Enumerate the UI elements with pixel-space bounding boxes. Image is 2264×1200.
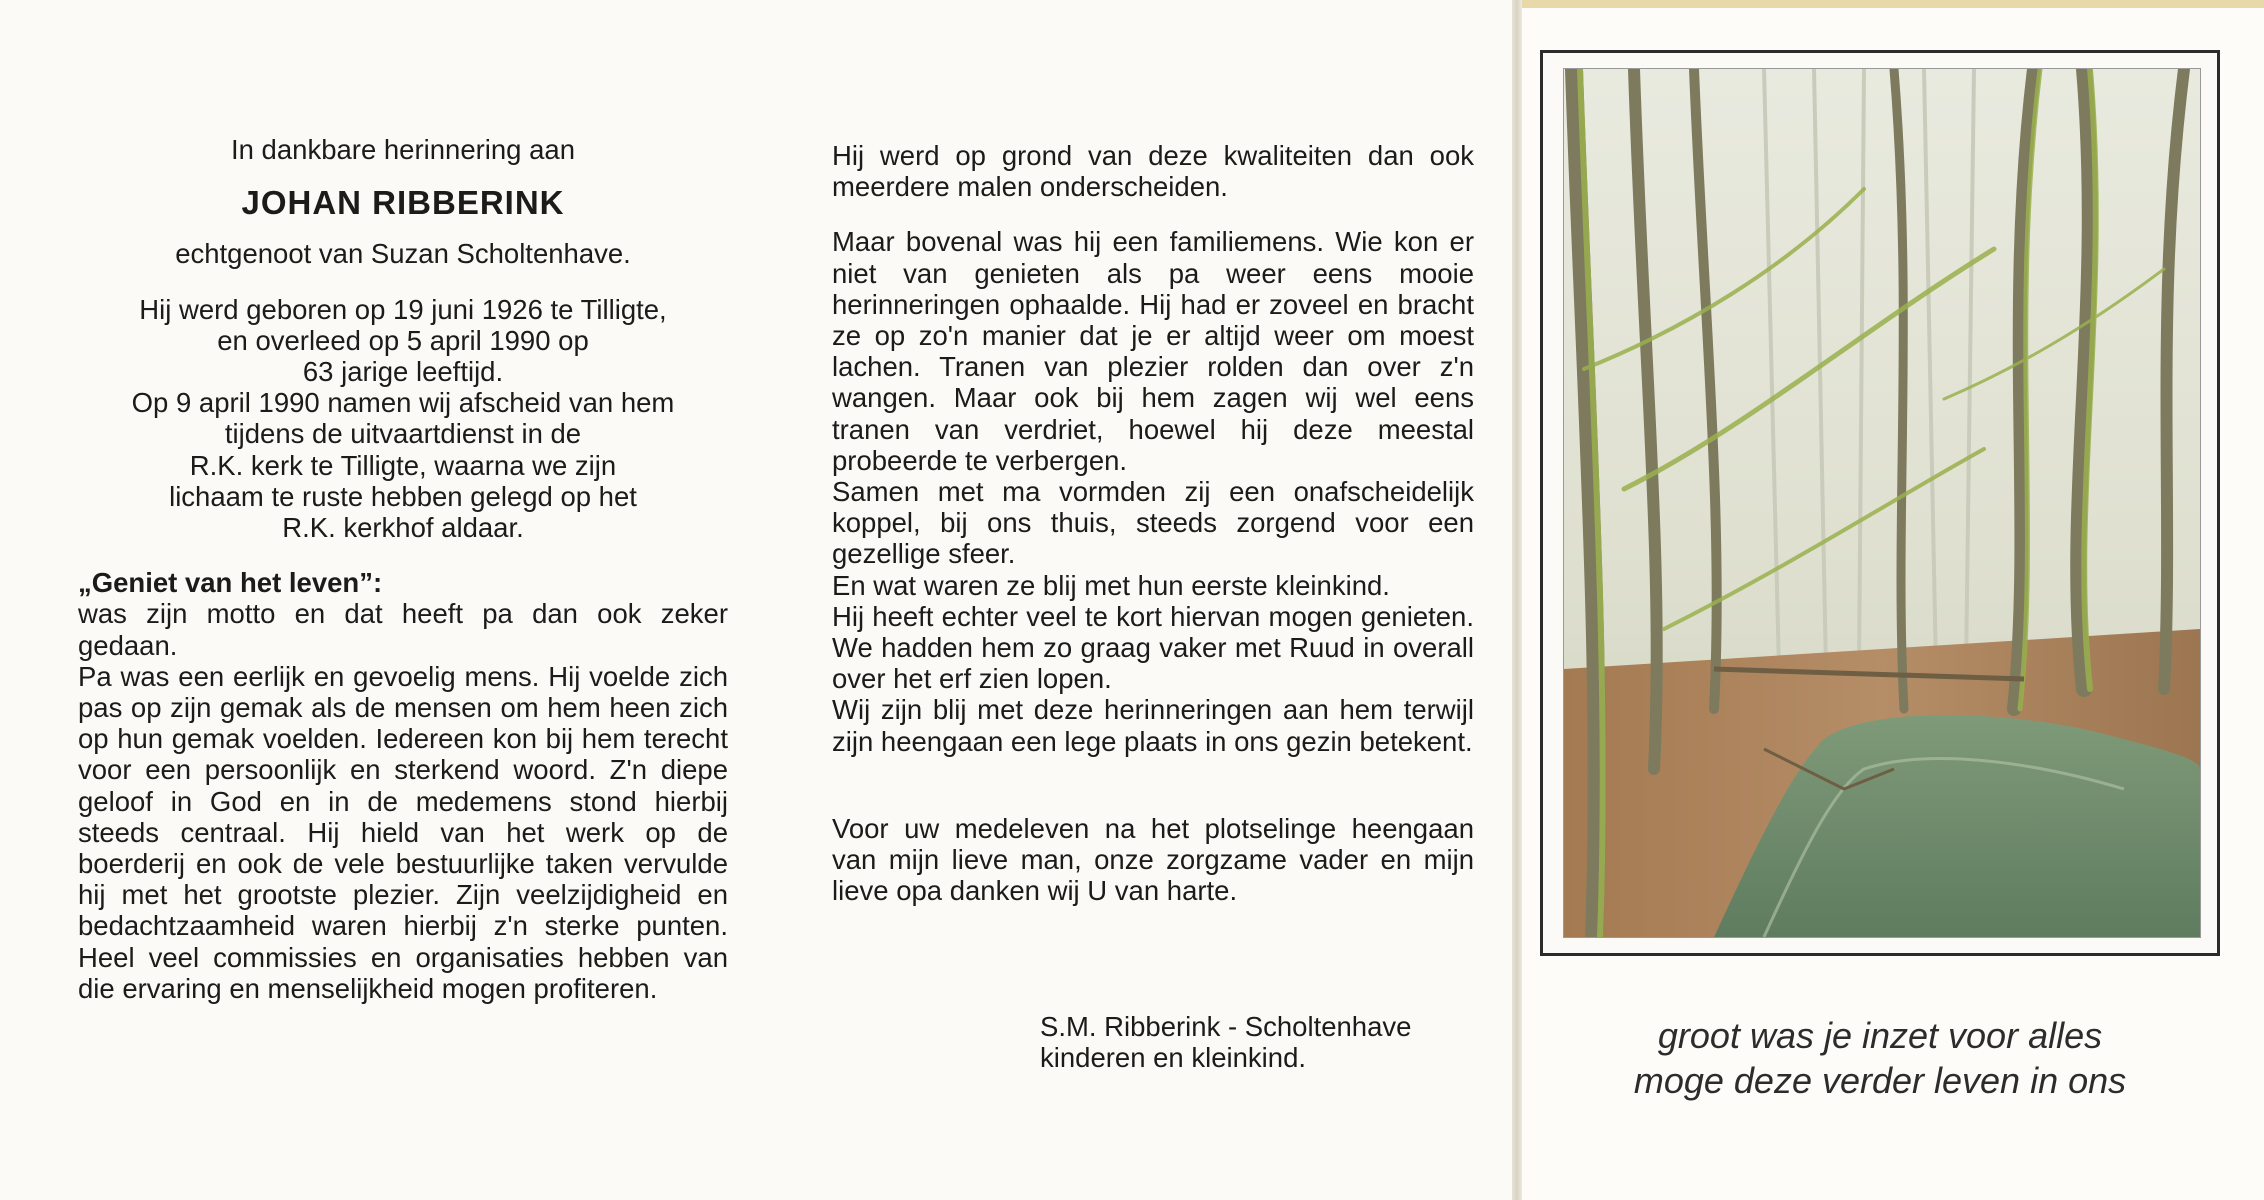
spouse-line: echtgenoot van Suzan Scholtenhave. — [175, 238, 631, 270]
birth-line: lichaam te ruste hebben gelegd op het — [169, 480, 637, 512]
signature-name: S.M. Ribberink - Scholtenhave — [1040, 1011, 1412, 1042]
memories-paragraph: Wij zijn blij met deze herinneringen aan hem terwijl zijn heengaan een lege plaats in ons gezin betekent. — [832, 694, 1474, 757]
short-time-paragraph: Hij heeft echter veel te kort hiervan mogen genieten. We hadden hem zo graag vaker met Ruud in overall over het erf zien lopen. — [832, 600, 1474, 695]
birth-line: R.K. kerk te Tilligte, waarna we zijn — [189, 449, 617, 481]
misty-forest-stream-photo — [1563, 68, 2201, 938]
birth-line: en overleed op 5 april 1990 op — [217, 324, 589, 356]
birth-line: tijdens de uitvaartdienst in de — [224, 418, 582, 450]
signature-block — [1040, 1011, 1411, 1073]
card-edge — [1522, 0, 2264, 8]
card-fold — [1512, 0, 1522, 1200]
character-paragraph: Pa was een eerlijk en gevoelig mens. Hij voelde zich pas op zijn gemak als de mensen om hem heen zich op hun gemak voelden. Iedereen kon bij hem terecht voor een persoonlijk en sterkend woord. Z'n diepe geloof in God en in de medemens stond hierbij steeds centraal. Hij hield van het werk op de boerderij en ook de vele bestuurlijke taken vervulde hij met het grootste plezier. Zijn veelzijdigheid en bedachtzaamheid waren hierbij z'n sterke punten. Heel veel commissies en organisaties hebben van die ervaring en menselijkheid mogen profiteren. — [78, 660, 728, 1004]
couple-paragraph: Samen met ma vormden zij een onafscheidelijk koppel, bij ons thuis, steeds zorgend voor een gezellige sfeer. — [832, 476, 1474, 570]
caption-line-2: moge deze verder leven in ons — [1633, 1060, 2127, 1101]
motto-heading: „Geniet van het leven”: — [78, 567, 383, 599]
awards-paragraph: Hij werd op grond van deze kwaliteiten dan ook meerdere malen onderscheiden. — [832, 140, 1474, 203]
intro-line: In dankbare herinnering aan — [230, 134, 575, 165]
birth-line: Hij werd geboren op 19 juni 1926 te Tilligte, — [139, 293, 667, 325]
caption-line-1: groot was je inzet voor alles — [1657, 1015, 2103, 1056]
signature-family: kinderen en kleinkind. — [1040, 1042, 1307, 1073]
family-paragraph: Maar bovenal was hij een familiemens. Wie kon er niet van genieten als pa weer eens mooie herinneringen ophaalde. Hij had er zoveel en bracht ze op zo'n manier dat je er altijd weer om moest lachen. Tranen van plezier rolden dan over z'n wangen. Maar ook bij hem zagen wij wel eens tranen van verdriet, hoewel hij deze meestal probeerde te verbergen. — [832, 226, 1474, 476]
text-column-right — [832, 140, 1474, 906]
deceased-name: JOHAN RIBBERINK — [241, 184, 565, 222]
birth-line: R.K. kerkhof aldaar. — [282, 512, 524, 544]
grandchild-paragraph: En wat waren ze blij met hun eerste kleinkind. — [832, 569, 1390, 601]
birth-line: Op 9 april 1990 namen wij afscheid van hem — [131, 387, 675, 419]
text-column-left — [78, 134, 728, 1004]
thanks-paragraph: Voor uw medeleven na het plotselinge heengaan van mijn lieve man, onze zorgzame vader en mijn lieve opa danken wij U van harte. — [832, 812, 1474, 907]
birth-line: 63 jarige leeftijd. — [302, 356, 504, 388]
motto-text: was zijn motto en dat heeft pa dan ook zeker gedaan. — [78, 598, 728, 661]
